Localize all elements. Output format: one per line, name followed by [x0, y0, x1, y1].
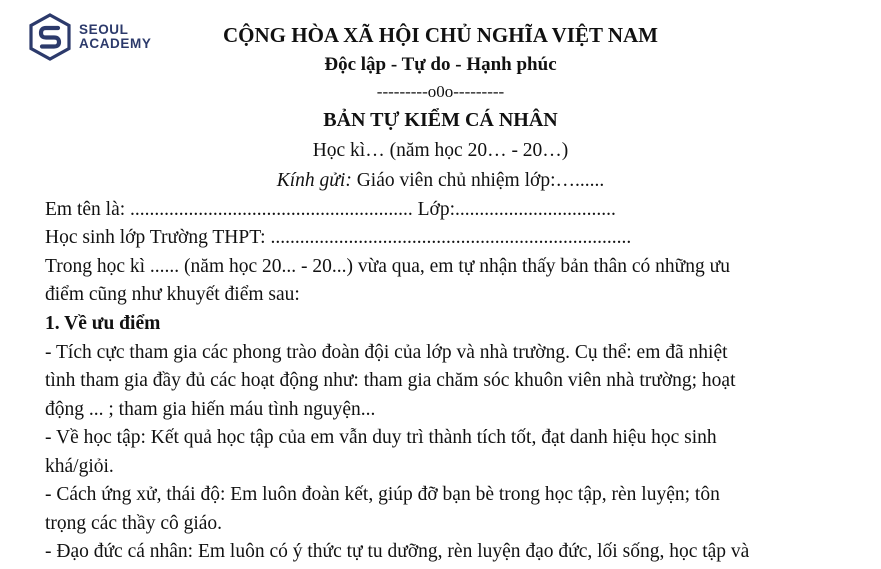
paragraph-line: - Đạo đức cá nhân: Em luôn có ý thức tự tu dưỡng, rèn luyện đạo đức, lối sống, học tập và	[45, 541, 750, 562]
paragraph-line: khá/giỏi.	[45, 456, 114, 477]
semester-line: Học kì… (năm học 20… - 20…)	[312, 140, 569, 161]
motto: Độc lập - Tự do - Hạnh phúc	[324, 54, 557, 75]
paragraph-line: - Cách ứng xử, thái độ: Em luôn đoàn kết, giúp đỡ bạn bè trong học tập, rèn luyện; tôn	[45, 484, 720, 505]
school-line: Học sinh lớp Trường THPT: ..........................................................................	[45, 227, 632, 248]
greeting-text: Giáo viên chủ nhiệm lớp:…......	[351, 170, 605, 191]
name-line: Em tên là: .......................................................... Lớp:.................................	[45, 199, 616, 220]
separator: ---------o0o---------	[376, 82, 505, 101]
section-1-title: 1. Về ưu điểm	[45, 313, 161, 334]
paragraph-line: trọng các thầy cô giáo.	[45, 513, 223, 534]
intro-line-2: điểm cũng như khuyết điểm sau:	[45, 284, 300, 305]
nation-heading: CỘNG HÒA XÃ HỘI CHỦ NGHĨA VIỆT NAM	[222, 23, 659, 47]
logo-line-1: SEOUL	[79, 22, 129, 37]
paragraph-line: tình tham gia đầy đủ các hoạt động như: tham gia chăm sóc khuôn viên nhà trường; hoạt	[45, 370, 736, 391]
paragraph-line: động ... ; tham gia hiến máu tình nguyện...	[45, 399, 376, 420]
paragraph-line: - Về học tập: Kết quả học tập của em vẫn duy trì thành tích tốt, đạt danh hiệu học sinh	[45, 427, 717, 448]
logo-line-2: ACADEMY	[79, 36, 152, 51]
document-title: BẢN TỰ KIỂM CÁ NHÂN	[323, 109, 558, 131]
greeting-label: Kính gửi:	[276, 170, 352, 191]
intro-line-1: Trong học kì ...... (năm học 20... - 20...) vừa qua, em tự nhận thấy bản thân có những ưu	[45, 256, 730, 277]
paragraph-line: - Tích cực tham gia các phong trào đoàn đội của lớp và nhà trường. Cụ thể: em đã nhiệt	[45, 342, 728, 363]
greeting-line	[0, 170, 881, 192]
